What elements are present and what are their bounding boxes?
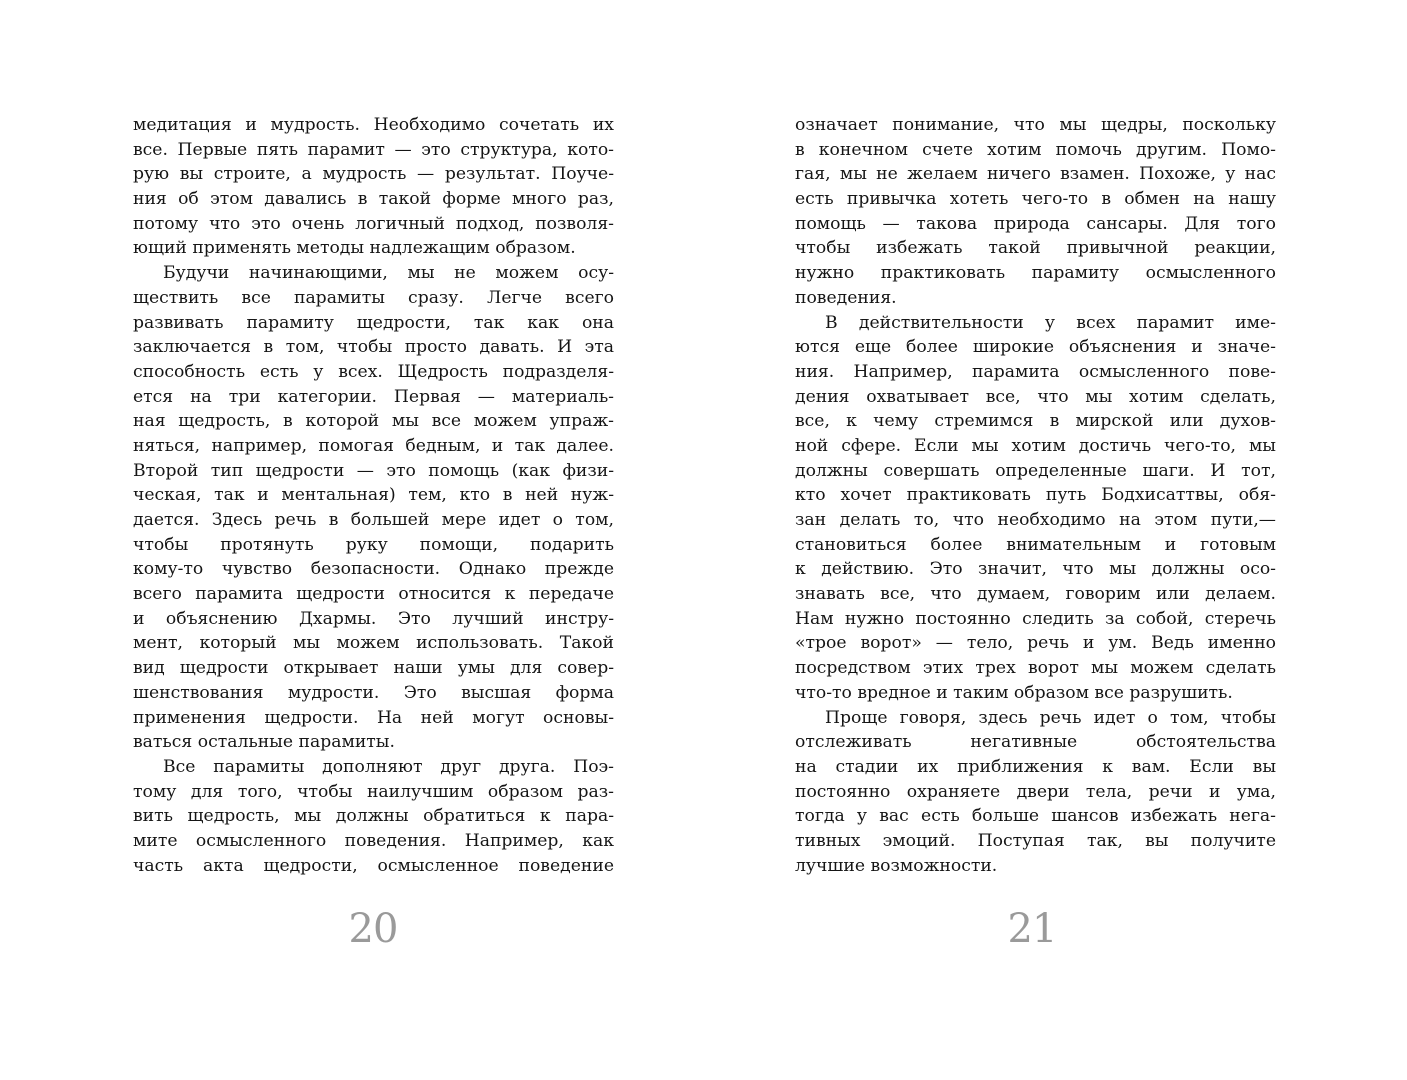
text-line: означает понимание, что мы щедры, поскольку (795, 115, 1276, 135)
right-page-text (795, 113, 1276, 878)
text-line: кто хочет практиковать путь Бодхисаттвы, обя- (795, 485, 1276, 506)
text-line: в конечном счете хотим помочь другим. Помо- (795, 139, 1276, 160)
text-line: есть привычка хотеть чего-то в обмен на нашу (795, 189, 1276, 210)
text-line: мент, который мы можем использовать. Такой (133, 633, 614, 654)
text-line: тому для того, чтобы наилучшим образом раз- (133, 781, 614, 802)
text-line: развивать парамиту щедрости, так как она (133, 312, 614, 333)
text-line: ной сфере. Если мы хотим достичь чего-то, мы (795, 435, 1276, 456)
text-line: ющий применять методы надлежащим образом. (133, 238, 576, 259)
text-line: гая, мы не желаем ничего взамен. Похоже, у нас (795, 164, 1276, 185)
text-line: чтобы протянуть руку помощи, подарить (133, 534, 614, 555)
text-line: мите осмысленного поведения. Например, как (133, 830, 614, 851)
text-line: посредством этих трех ворот мы можем сделать (795, 658, 1276, 679)
text-line: чтобы избежать такой привычной реакции, (795, 238, 1276, 259)
text-line: дения охватывает все, что мы хотим сделать, (795, 386, 1276, 407)
text-line: способность есть у всех. Щедрость подразделя- (133, 361, 614, 382)
text-line: ются еще более широкие объяснения и значе- (795, 337, 1276, 358)
text-line: Будучи начинающими, мы не можем осу- (163, 263, 614, 284)
text-line: медитация и мудрость. Необходимо сочетать их (133, 115, 614, 135)
text-line: применения щедрости. На ней могут основы- (133, 707, 614, 728)
text-line: поведения. (795, 287, 897, 308)
text-line: заключается в том, чтобы просто давать. И эта (133, 337, 614, 358)
text-line: няться, например, помогая бедным, и так далее. (133, 435, 614, 456)
text-line: тогда у вас есть больше шансов избежать нега- (795, 806, 1276, 827)
text-line: знавать все, что думаем, говорим или делаем. (795, 584, 1276, 605)
text-line: лучшие возможности. (795, 855, 998, 876)
text-line: должны совершать определенные шаги. И тот, (795, 460, 1276, 481)
text-line: отслеживать негативные обстоятельства (795, 732, 1276, 753)
text-line: все. Первые пять парамит — это структура, кото- (133, 139, 614, 160)
text-line: ваться остальные парамиты. (133, 732, 395, 753)
page-number-left: 20 (348, 906, 398, 952)
text-line: тивных эмоций. Поступая так, вы получите (795, 830, 1276, 851)
text-line: Второй тип щедрости — это помощь (как физи- (133, 460, 614, 481)
text-line: что-то вредное и таким образом все разрушить. (795, 682, 1233, 703)
text-line: «трое ворот» — тело, речь и ум. Ведь именно (795, 633, 1276, 654)
text-line: Проще говоря, здесь речь идет о том, чтобы (825, 707, 1276, 728)
left-page-text (133, 113, 614, 878)
text-line: всего парамита щедрости относится к передаче (133, 584, 614, 605)
text-line: ная щедрость, в которой мы все можем упраж- (133, 411, 614, 432)
text-line: В действительности у всех парамит име- (825, 312, 1276, 333)
text-line: Все парамиты дополняют друг друга. Поэ- (163, 756, 614, 777)
text-line: вид щедрости открывает наши умы для совер- (133, 658, 614, 679)
text-line: помощь — такова природа сансары. Для того (795, 213, 1276, 234)
text-line: нужно практиковать парамиту осмысленного (795, 263, 1276, 284)
text-line: ется на три категории. Первая — материаль- (133, 386, 614, 407)
text-line: потому что это очень логичный подход, позволя- (133, 213, 614, 234)
text-line: дается. Здесь речь в большей мере идет о том, (133, 510, 614, 530)
text-line: на стадии их приближения к вам. Если вы (795, 756, 1276, 777)
text-line: и объяснению Дхармы. Это лучший инстру- (133, 608, 614, 629)
text-line: ния об этом давались в такой форме много раз, (133, 189, 614, 210)
text-line: зан делать то, что необходимо на этом пути,— (795, 510, 1276, 530)
text-line: ния. Например, парамита осмысленного пове- (795, 361, 1276, 382)
text-line: часть акта щедрости, осмысленное поведение (133, 855, 614, 876)
text-line: все, к чему стремимся в мирской или духов- (795, 411, 1276, 432)
text-line: Нам нужно постоянно следить за собой, стеречь (795, 608, 1276, 629)
text-line: ческая, так и ментальная) тем, кто в ней нуж- (133, 485, 614, 506)
text-line: кому-то чувство безопасности. Однако прежде (133, 559, 614, 580)
text-line: постоянно охраняете двери тела, речи и ума, (795, 781, 1276, 802)
text-line: шенствования мудрости. Это высшая форма (133, 682, 614, 703)
text-line: рую вы строите, а мудрость — результат. Поуче- (133, 164, 614, 185)
text-line: становиться более внимательным и готовым (795, 534, 1276, 555)
text-line: вить щедрость, мы должны обратиться к пара- (133, 806, 614, 827)
text-line: к действию. Это значит, что мы должны осо- (795, 559, 1276, 580)
text-line: ществить все парамиты сразу. Легче всего (133, 287, 614, 308)
page-number-right: 21 (1007, 906, 1057, 952)
